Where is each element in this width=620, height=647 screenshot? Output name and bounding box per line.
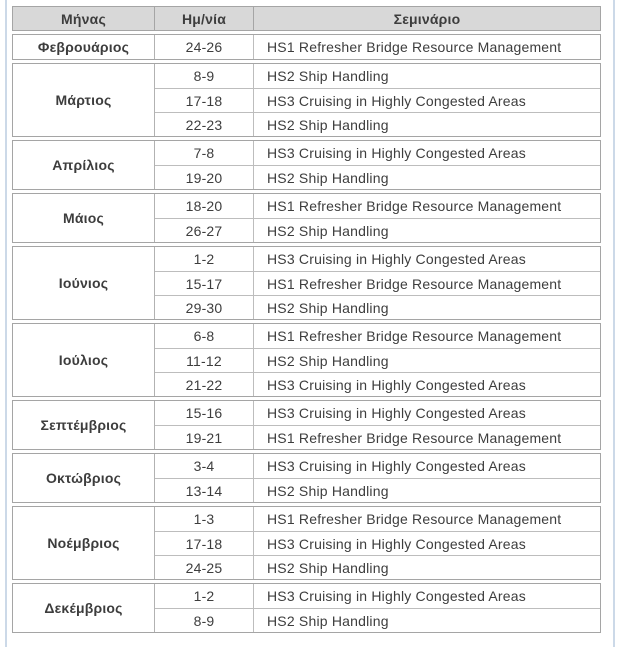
month-group bbox=[12, 323, 601, 397]
month-cell: Σεπτέμβριος bbox=[13, 401, 155, 449]
seminar-cell: HS1 Refresher Bridge Resource Management bbox=[267, 198, 562, 214]
date-cell: 1-2 bbox=[155, 247, 254, 271]
date-cell: 8-9 bbox=[155, 609, 254, 632]
column-header-seminar: Σεμινάριο bbox=[393, 10, 461, 27]
table-row bbox=[155, 218, 600, 242]
seminar-cell: HS2 Ship Handling bbox=[267, 169, 389, 186]
date-cell: 22-23 bbox=[155, 113, 254, 136]
left-content-divider-line bbox=[5, 0, 7, 647]
month-rows bbox=[155, 507, 600, 579]
seminar-cell: HS3 Cruising in Highly Congested Areas bbox=[267, 251, 526, 267]
seminar-cell: HS1 Refresher Bridge Resource Management bbox=[267, 511, 562, 527]
date-cell: 7-8 bbox=[155, 141, 254, 165]
month-rows bbox=[155, 324, 600, 396]
seminar-cell: HS3 Cruising in Highly Congested Areas bbox=[267, 405, 526, 421]
seminar-cell: HS1 Refresher Bridge Resource Management bbox=[267, 275, 562, 292]
column-header-month: Μήνας bbox=[13, 7, 155, 30]
seminar-cell: HS3 Cruising in Highly Congested Areas bbox=[267, 458, 526, 474]
date-cell: 18-20 bbox=[155, 194, 254, 218]
month-rows bbox=[155, 141, 600, 189]
month-group bbox=[12, 140, 601, 190]
table-body bbox=[12, 34, 601, 633]
table-row bbox=[155, 324, 600, 348]
month-cell: Φεβρουάριος bbox=[13, 35, 155, 59]
month-cell: Ιούλιος bbox=[13, 324, 155, 396]
date-cell: 11-12 bbox=[155, 349, 254, 372]
table-row bbox=[155, 88, 600, 112]
seminar-schedule-table bbox=[12, 6, 601, 633]
month-rows bbox=[155, 584, 600, 632]
month-rows bbox=[155, 35, 600, 59]
date-cell: 26-27 bbox=[155, 219, 254, 242]
date-cell: 6-8 bbox=[155, 324, 254, 348]
seminar-cell: HS3 Cruising in Highly Congested Areas bbox=[267, 145, 526, 161]
table-row bbox=[155, 194, 600, 218]
seminar-cell: HS2 Ship Handling bbox=[267, 559, 389, 576]
seminar-cell: HS1 Refresher Bridge Resource Management bbox=[267, 328, 562, 344]
month-group bbox=[12, 34, 601, 60]
seminar-cell: HS2 Ship Handling bbox=[267, 116, 389, 133]
month-cell: Μάρτιος bbox=[13, 64, 155, 136]
date-cell: 24-25 bbox=[155, 556, 254, 579]
month-group bbox=[12, 193, 601, 243]
month-cell: Δεκέμβριος bbox=[13, 584, 155, 632]
month-cell: Απρίλιος bbox=[13, 141, 155, 189]
date-cell: 15-17 bbox=[155, 272, 254, 295]
table-row bbox=[155, 247, 600, 271]
month-cell: Μάιος bbox=[13, 194, 155, 242]
table-row bbox=[155, 295, 600, 319]
seminar-cell: HS1 Refresher Bridge Resource Management bbox=[267, 39, 562, 55]
table-row bbox=[155, 64, 600, 88]
table-row bbox=[155, 165, 600, 189]
date-cell: 8-9 bbox=[155, 64, 254, 88]
date-cell: 19-21 bbox=[155, 426, 254, 449]
table-row bbox=[155, 608, 600, 632]
table-row bbox=[155, 531, 600, 555]
date-cell: 24-26 bbox=[155, 35, 254, 59]
date-cell: 1-2 bbox=[155, 584, 254, 608]
seminar-cell: HS2 Ship Handling bbox=[267, 299, 389, 316]
seminar-cell: HS2 Ship Handling bbox=[267, 222, 389, 239]
month-cell: Νοέμβριος bbox=[13, 507, 155, 579]
right-content-divider-line bbox=[613, 0, 615, 647]
date-cell: 3-4 bbox=[155, 454, 254, 478]
table-header-row bbox=[12, 6, 601, 31]
month-rows bbox=[155, 401, 600, 449]
table-row bbox=[155, 372, 600, 396]
table-row bbox=[155, 141, 600, 165]
table-row bbox=[155, 112, 600, 136]
table-row bbox=[155, 401, 600, 425]
table-row bbox=[155, 478, 600, 502]
table-row bbox=[155, 507, 600, 531]
seminar-cell: HS1 Refresher Bridge Resource Management bbox=[267, 429, 562, 446]
table-row bbox=[155, 454, 600, 478]
month-rows bbox=[155, 454, 600, 502]
table-row bbox=[155, 271, 600, 295]
month-group bbox=[12, 453, 601, 503]
month-group bbox=[12, 583, 601, 633]
month-rows bbox=[155, 194, 600, 242]
month-group bbox=[12, 506, 601, 580]
month-group bbox=[12, 63, 601, 137]
month-rows bbox=[155, 64, 600, 136]
month-cell: Ιούνιος bbox=[13, 247, 155, 319]
table-row bbox=[155, 35, 600, 59]
month-group bbox=[12, 400, 601, 450]
table-row bbox=[155, 555, 600, 579]
date-cell: 21-22 bbox=[155, 373, 254, 396]
date-cell: 15-16 bbox=[155, 401, 254, 425]
seminar-cell: HS2 Ship Handling bbox=[267, 612, 389, 629]
seminar-cell: HS3 Cruising in Highly Congested Areas bbox=[267, 92, 526, 109]
date-cell: 17-18 bbox=[155, 89, 254, 112]
date-cell: 19-20 bbox=[155, 166, 254, 189]
date-cell: 29-30 bbox=[155, 296, 254, 319]
table-row bbox=[155, 584, 600, 608]
seminar-cell: HS2 Ship Handling bbox=[267, 352, 389, 369]
date-cell: 13-14 bbox=[155, 479, 254, 502]
table-row bbox=[155, 425, 600, 449]
seminar-cell: HS2 Ship Handling bbox=[267, 482, 389, 499]
seminar-cell: HS3 Cruising in Highly Congested Areas bbox=[267, 535, 526, 552]
table-row bbox=[155, 348, 600, 372]
seminar-cell: HS3 Cruising in Highly Congested Areas bbox=[267, 588, 526, 604]
seminar-cell: HS2 Ship Handling bbox=[267, 68, 389, 84]
seminar-cell: HS3 Cruising in Highly Congested Areas bbox=[267, 376, 526, 393]
date-cell: 17-18 bbox=[155, 532, 254, 555]
column-header-date: Ημ/νία bbox=[155, 7, 254, 30]
month-cell: Οκτώβριος bbox=[13, 454, 155, 502]
month-rows bbox=[155, 247, 600, 319]
date-cell: 1-3 bbox=[155, 507, 254, 531]
month-group bbox=[12, 246, 601, 320]
